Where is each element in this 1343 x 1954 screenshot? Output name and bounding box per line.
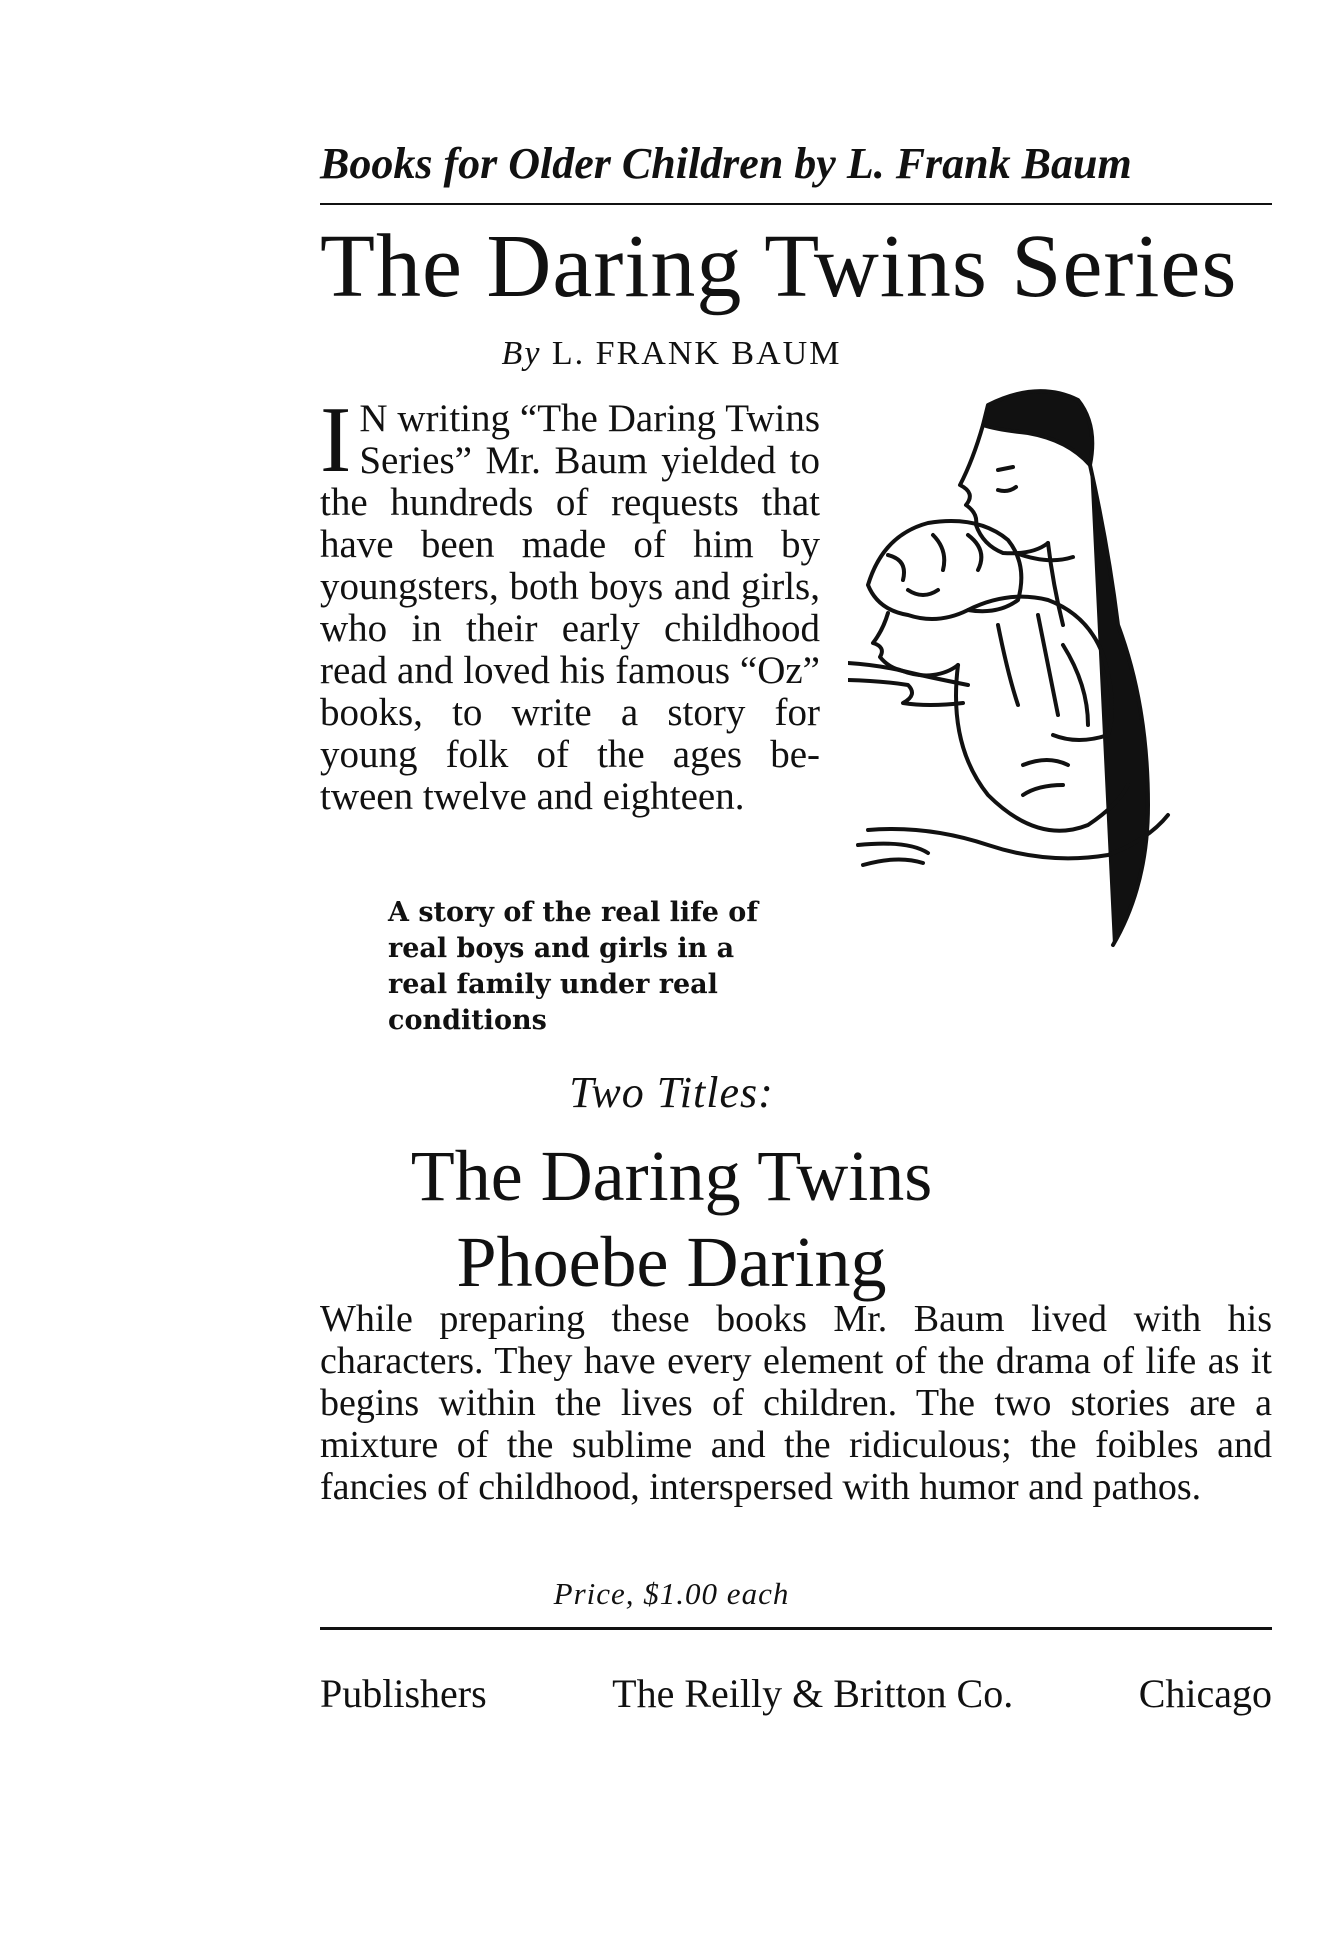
drop-cap: I bbox=[320, 388, 352, 492]
book-title-phoebe-daring: Phoebe Daring bbox=[456, 1222, 887, 1302]
footer-rule bbox=[320, 1627, 1272, 1630]
tagline: A story of the real life of real boys and girls in a real family under real conditions bbox=[388, 897, 758, 1036]
footer-publishers: Publishers bbox=[320, 1671, 487, 1716]
intro-paragraph bbox=[320, 388, 820, 818]
boy-hair bbox=[983, 391, 1092, 465]
header-rule bbox=[320, 203, 1272, 205]
book-title-daring-twins: The Daring Twins bbox=[410, 1136, 933, 1216]
two-titles-heading: Two Titles: bbox=[569, 1068, 774, 1117]
page-title: The Daring Twins Series bbox=[320, 217, 1238, 316]
intro-text: N writing “The Daring Twins Series” Mr. Baum yielded to the hundreds of requests that have been made of him by youngsters, both boys and girls, who in their early childhood read and loved his famous “Oz” books, to write a story for young folk of the ages be-tween twelve and eighteen. bbox=[320, 397, 820, 818]
boy-collar bbox=[1016, 553, 1073, 560]
boy-shoulder bbox=[1090, 465, 1148, 945]
footer-city: Chicago bbox=[1138, 1671, 1272, 1716]
byline-by: By bbox=[501, 335, 542, 372]
price-line: Price, $1.00 each bbox=[553, 1576, 790, 1611]
footer-publisher-name: The Reilly & Britton Co. bbox=[612, 1671, 1014, 1716]
series-header: Books for Older Children by L. Frank Baum bbox=[320, 139, 1132, 188]
boy-neck bbox=[1048, 543, 1063, 625]
publisher-footer bbox=[320, 1670, 1272, 1717]
byline bbox=[0, 335, 1343, 373]
twins-illustration bbox=[848, 385, 1278, 1045]
description-paragraph: While preparing these books Mr. Baum lived with his characters. They have every element of the drama of life as it begins within the lives of children. The two stories are a mixture of the sublime and the ridiculous; the foibles and fancies of childhood, interspersed with humor and pathos. bbox=[320, 1298, 1272, 1508]
byline-author: L. FRANK BAUM bbox=[551, 335, 842, 372]
